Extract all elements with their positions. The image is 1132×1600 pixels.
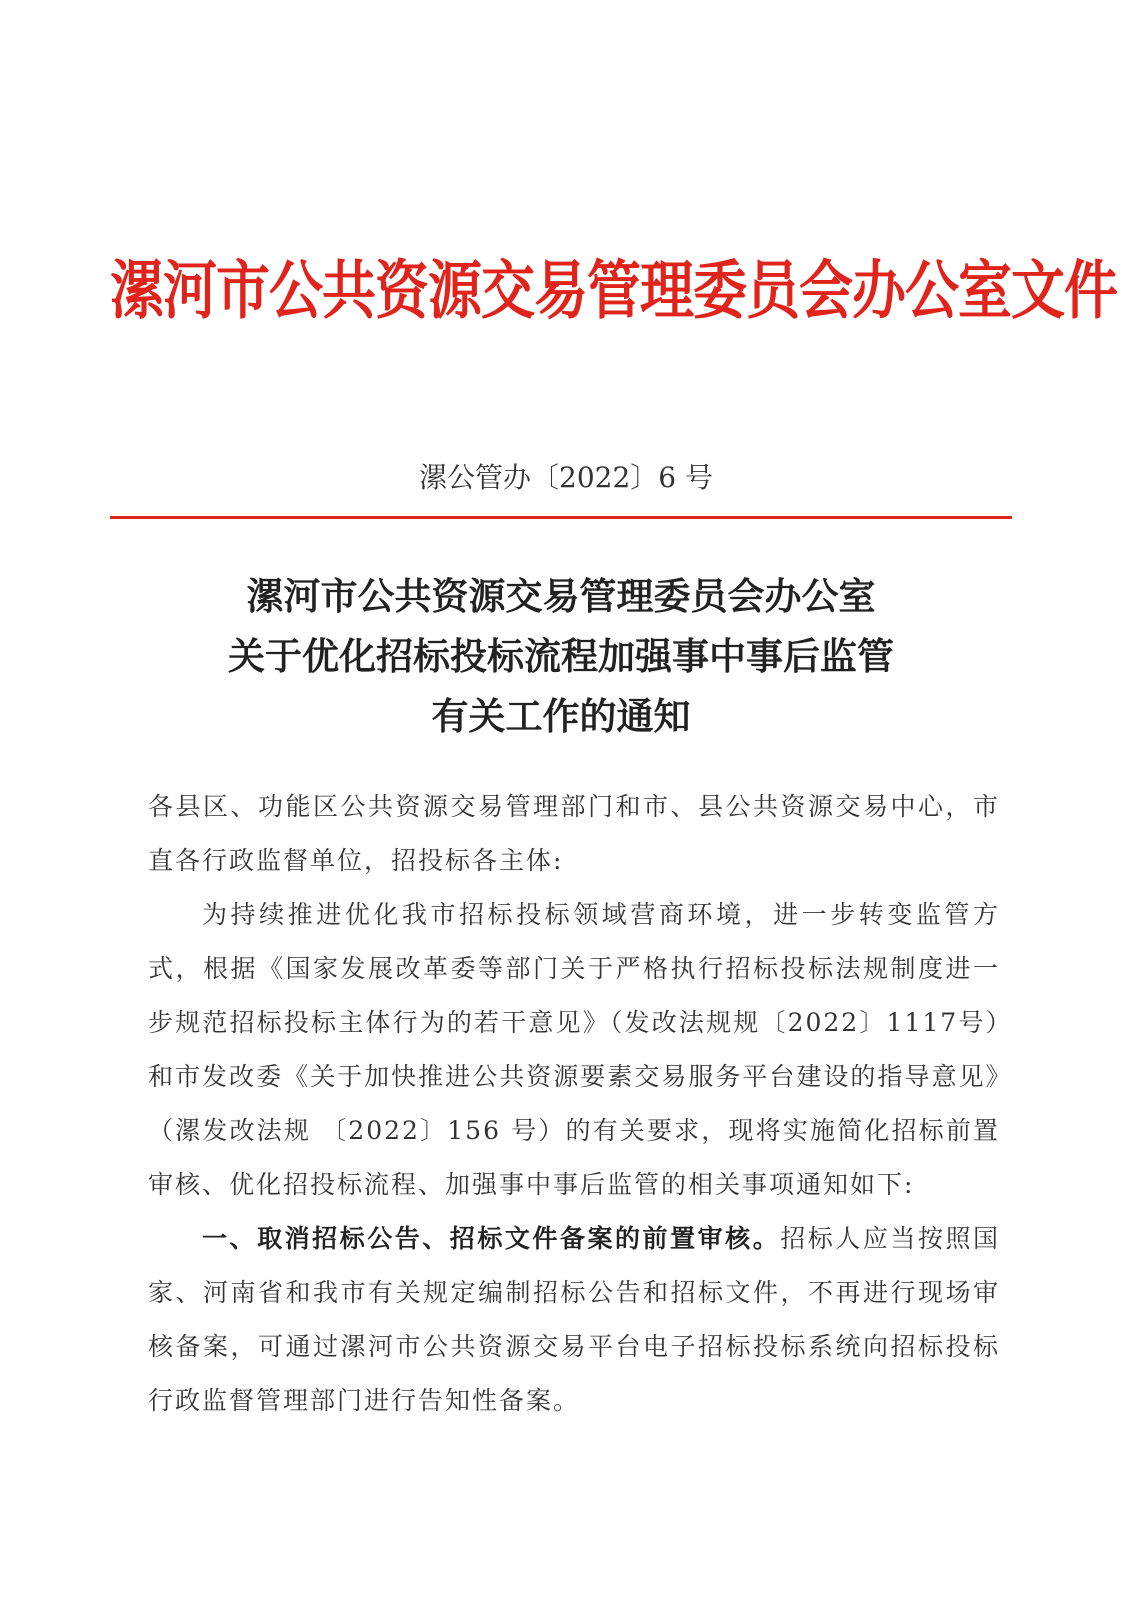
notice-title: [110, 566, 1012, 746]
section-1-text: 招标人应当按照国家、河南省和我市有关规定编制招标公告和招标文件，不再进行现场审核备案，可通过漯河市公共资源交易平台电子招标投标系统向招标投标行政监督管理部门进行告知性备案。: [148, 1224, 1000, 1415]
section-1-paragraph: [148, 1212, 1000, 1428]
notice-title-line-3: 有关工作的通知: [431, 694, 691, 738]
notice-body: [148, 780, 1000, 1428]
section-1-heading: 一、取消招标公告、招标文件备案的前置审核。: [202, 1224, 781, 1253]
notice-title-line-2: 关于优化招标投标流程加强事中事后监管: [228, 634, 894, 678]
red-divider-line: [110, 516, 1012, 519]
addressee-paragraph: 各县区、功能区公共资源交易管理部门和市、县公共资源交易中心，市直各行政监督单位，招投标各主体:: [148, 792, 1000, 875]
notice-title-line-1: 漯河市公共资源交易管理委员会办公室: [246, 574, 876, 618]
document-number: 漯公管办〔2022〕6 号: [419, 461, 713, 494]
intro-paragraph: 为持续推进优化我市招标投标领域营商环境，进一步转变监管方式，根据《国家发展改革委等部门关于严格执行招标投标法规制度进一步规范招标投标主体行为的若干意见》（发改法规规〔2022〕1117号）和市发改委《关于加快推进公共资源要素交易服务平台建设的指导意见》（漯发改法规 〔2022〕156 号）的有关要求，现将实施简化招标前置审核、优化招投标流程、加强事中事后监管的相关事项通知如下:: [148, 900, 1000, 1199]
issuer-header-title: 漯河市公共资源交易管理委员会办公室文件: [110, 252, 1117, 328]
